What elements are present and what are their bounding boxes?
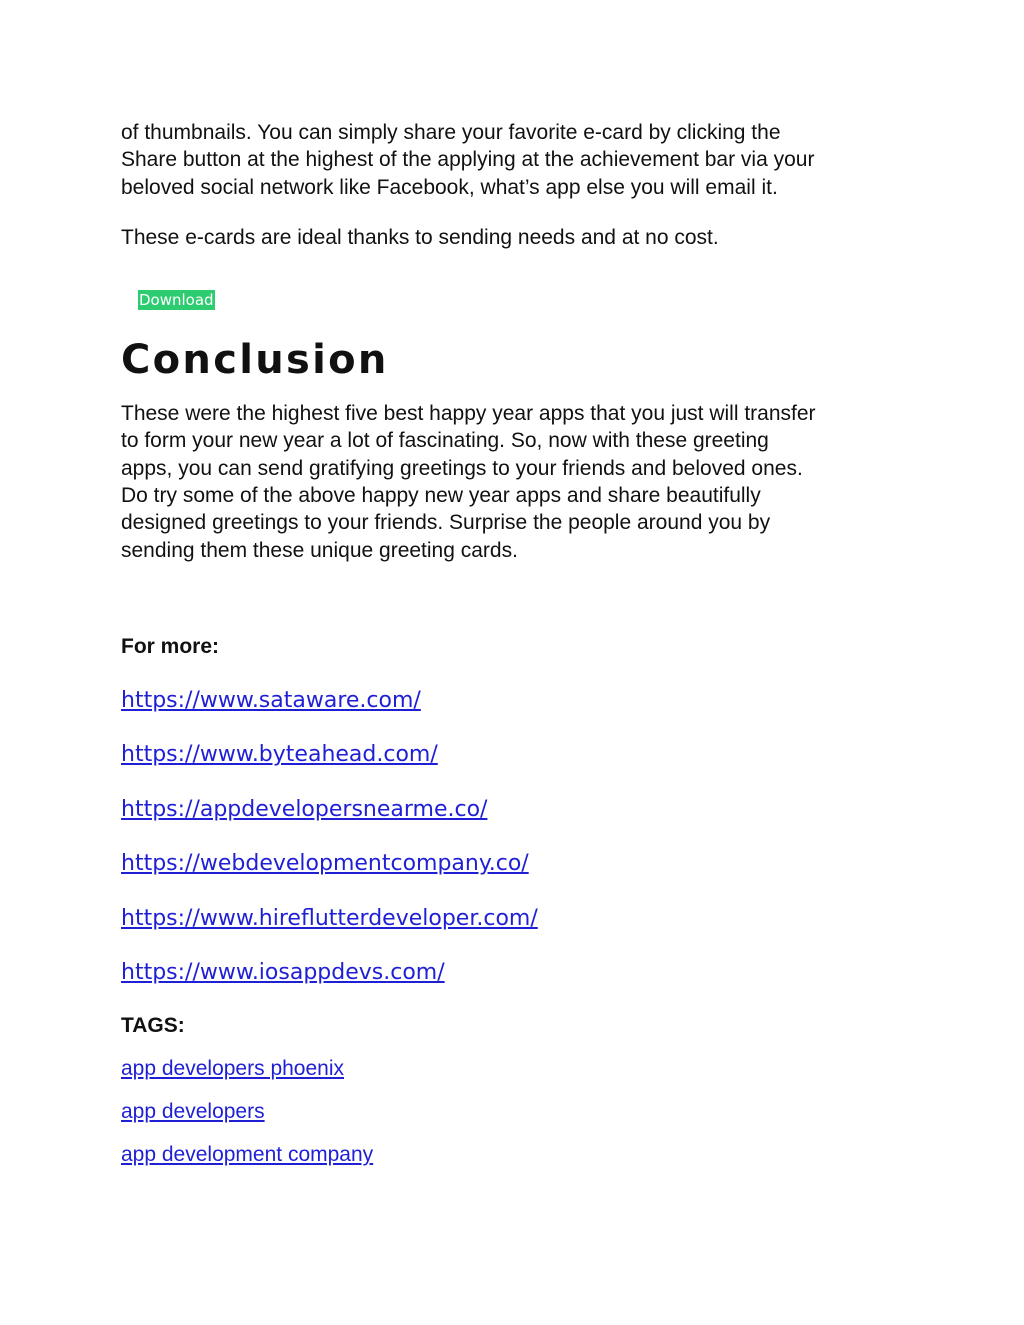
download-button[interactable]: Download xyxy=(139,291,214,310)
link-byteahead[interactable]: https://www.byteahead.com/ xyxy=(121,742,438,768)
tags-label: TAGS: xyxy=(121,1014,185,1038)
text-line: sending them these unique greeting cards. xyxy=(121,538,518,562)
intro-paragraph xyxy=(121,119,911,201)
tag-link[interactable]: app developers xyxy=(121,1100,265,1124)
text-line: to form your new year a lot of fascinating. So, now with these greeting xyxy=(121,429,769,453)
document-page xyxy=(121,119,911,1168)
text-line: of thumbnails. You can simply share your favorite e-card by clicking the xyxy=(121,121,781,144)
text-line: These were the highest five best happy year apps that you just will transfer xyxy=(121,402,816,426)
link-webdevelopmentcompany[interactable]: https://webdevelopmentcompany.co/ xyxy=(121,851,529,877)
conclusion-heading: Conclusion xyxy=(121,337,389,384)
conclusion-paragraph xyxy=(121,400,911,564)
tag-link[interactable]: app developers phoenix xyxy=(121,1057,345,1081)
text-line: apps, you can send gratifying greetings to your friends and beloved ones. xyxy=(121,456,803,480)
tag-link[interactable]: app development company xyxy=(121,1143,374,1167)
link-hireflutterdeveloper[interactable]: https://www.hireflutterdeveloper.com/ xyxy=(121,905,538,931)
ecards-paragraph: These e-cards are ideal thanks to sending needs and at no cost. xyxy=(121,225,719,249)
for-more-label: For more: xyxy=(121,634,220,658)
link-appdevelopersnearme[interactable]: https://appdevelopersnearme.co/ xyxy=(121,796,488,822)
link-iosappdevs[interactable]: https://www.iosappdevs.com/ xyxy=(121,960,445,986)
download-container xyxy=(138,290,911,310)
links-list xyxy=(121,688,911,987)
link-sataware[interactable]: https://www.sataware.com/ xyxy=(121,687,421,713)
tags-list xyxy=(121,1056,911,1168)
text-line: beloved social network like Facebook, what’s app else you will email it. xyxy=(121,175,778,199)
text-line: designed greetings to your friends. Surprise the people around you by xyxy=(121,511,771,535)
text-line: Share button at the highest of the applying at the achievement bar via your xyxy=(121,148,815,172)
text-line: Do try some of the above happy new year apps and share beautifully xyxy=(121,484,761,508)
